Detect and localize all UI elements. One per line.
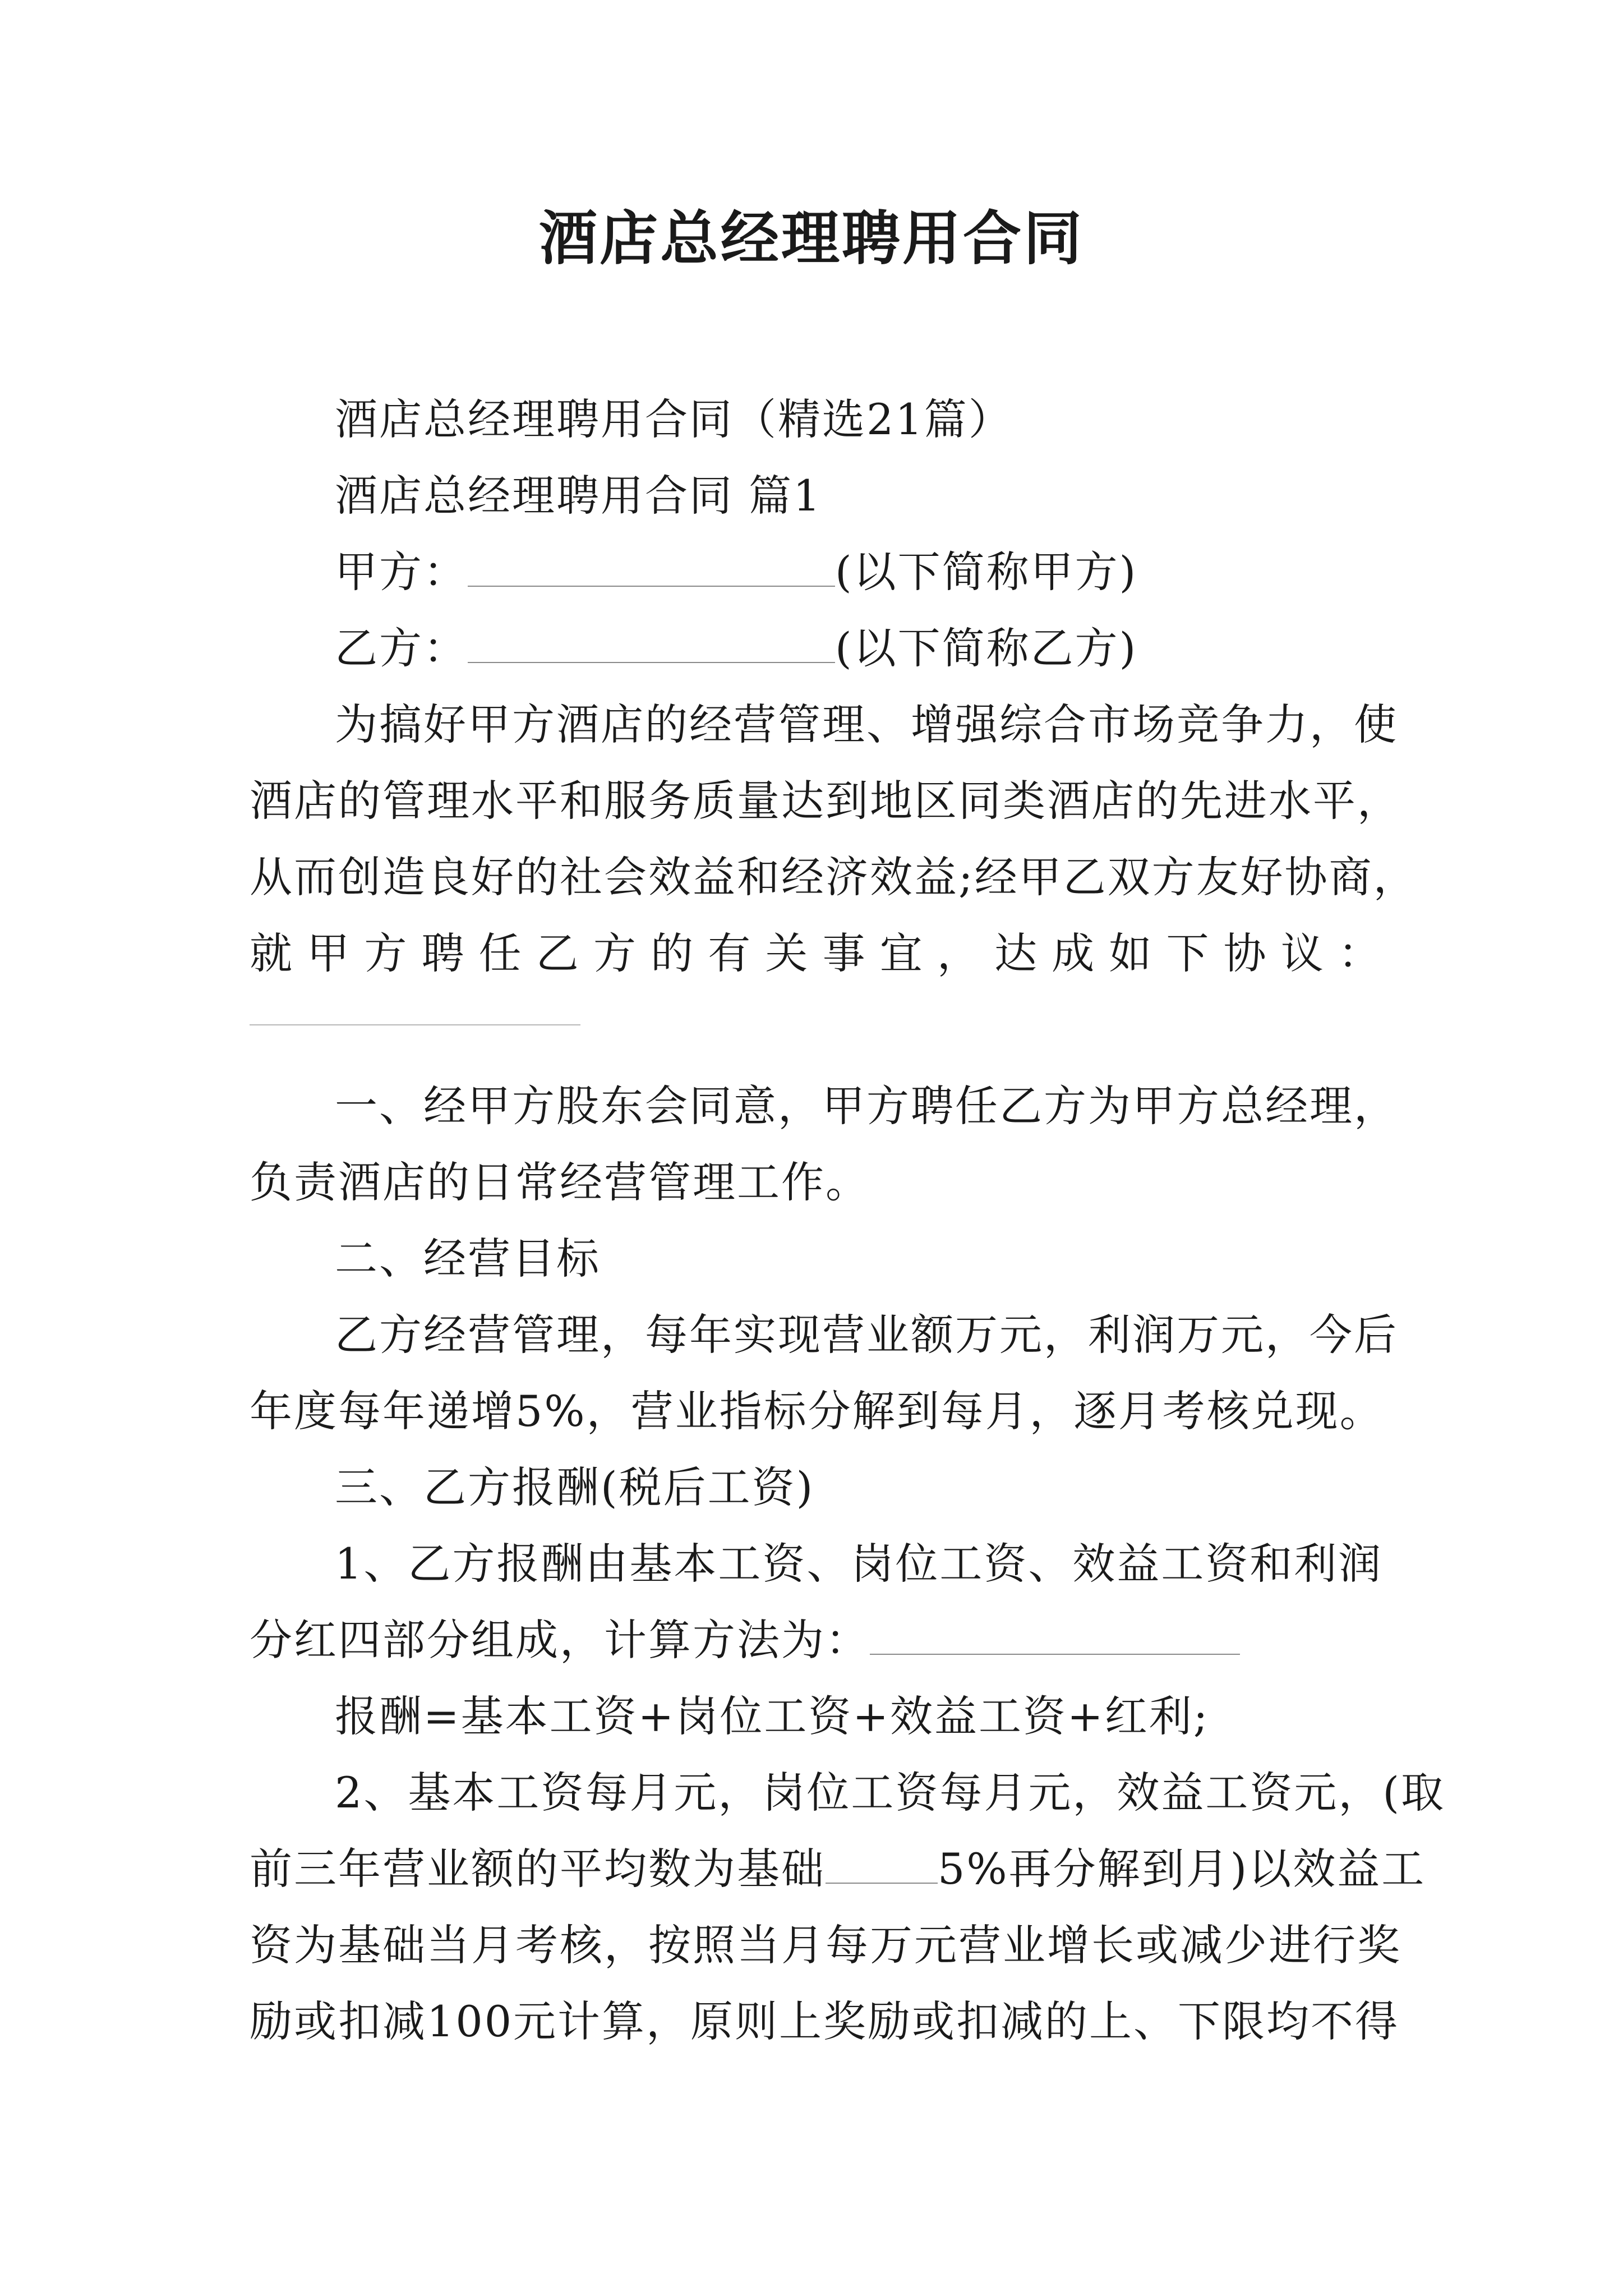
justified-char: 甲 — [307, 928, 352, 978]
party-b-blank — [468, 617, 835, 663]
basis-text: 前三年营业额的平均数为基础 — [250, 1844, 826, 1894]
justified-char: 下 — [1166, 928, 1211, 978]
document-body — [250, 381, 1446, 2060]
clause-heading: 二、经营目标 — [335, 1234, 601, 1283]
paragraph-line-justified — [250, 915, 1382, 992]
justified-char: 任 — [478, 928, 523, 978]
justified-char: 关 — [765, 928, 810, 978]
formula-blank — [870, 1609, 1240, 1655]
paragraph-line: 酒店的管理水平和服务质量达到地区同类酒店的先进水平， — [250, 776, 1401, 826]
justified-char: 如 — [1109, 928, 1154, 978]
justified-char: 议 — [1280, 928, 1325, 978]
paragraph-line: 2、基本工资每月元，岗位工资每月元，效益工资元，(取 — [335, 1768, 1446, 1818]
paragraph-line: 年度每年递增5%，营业指标分解到每月，逐月考核兑现。 — [250, 1386, 1384, 1436]
justified-char: 方 — [593, 928, 638, 978]
paragraph-line: 励或扣减100元计算，原则上奖励或扣减的上、下限均不得 — [250, 1996, 1400, 2046]
party-a-blank — [468, 541, 835, 587]
paragraph-line: 从而创造良好的社会效益和经济效益;经甲乙双方友好协商， — [250, 852, 1418, 902]
formula-intro-line — [250, 1602, 1382, 1678]
justified-char: ： — [1338, 928, 1382, 978]
basis-text-cont: 5%再分解到月)以效益工 — [938, 1844, 1426, 1894]
party-b-label: 乙方： — [335, 623, 468, 673]
justified-char: 方 — [364, 928, 409, 978]
basis-blank — [826, 1838, 938, 1884]
justified-char: ， — [937, 928, 981, 978]
paragraph-line: 负责酒店的日常经营管理工作。 — [250, 1157, 870, 1207]
document-title: 酒店总经理聘用合同 — [538, 204, 1084, 273]
justified-char: 协 — [1223, 928, 1268, 978]
formula-line: 报酬=基本工资+岗位工资+效益工资+红利; — [335, 1691, 1210, 1741]
party-b-note: (以下简称乙方) — [835, 623, 1138, 673]
justified-char: 宜 — [879, 928, 924, 978]
paragraph-line: 为搞好甲方酒店的经营管理、增强综合市场竞争力，使 — [335, 700, 1398, 749]
justified-char: 聘 — [421, 928, 466, 978]
party-a-line — [250, 534, 1382, 610]
justified-char: 就 — [250, 928, 294, 978]
party-b-line — [250, 610, 1382, 687]
paragraph-line: 一、经甲方股东会同意，甲方聘任乙方为甲方总经理， — [335, 1081, 1398, 1131]
justified-char: 乙 — [536, 928, 580, 978]
subtitle-line: 酒店总经理聘用合同（精选21篇） — [335, 394, 1013, 444]
party-a-label: 甲方： — [335, 547, 468, 597]
section-heading: 酒店总经理聘用合同 篇1 — [335, 471, 822, 521]
separator-rule — [250, 992, 1382, 1068]
paragraph-line-with-blank — [250, 1831, 1426, 1907]
justified-char: 有 — [708, 928, 753, 978]
clause-heading: 三、乙方报酬(税后工资) — [335, 1462, 815, 1512]
party-a-note: (以下简称甲方) — [835, 547, 1138, 597]
justified-char: 成 — [1052, 928, 1096, 978]
formula-intro-text: 分红四部分组成，计算方法为： — [250, 1615, 870, 1665]
paragraph-line: 资为基础当月考核，按照当月每万元营业增长或减少进行奖 — [250, 1920, 1401, 1970]
justified-char: 达 — [994, 928, 1039, 978]
paragraph-line: 1、乙方报酬由基本工资、岗位工资、效益工资和利润 — [335, 1539, 1383, 1589]
justified-char: 事 — [822, 928, 867, 978]
paragraph-line: 乙方经营管理，每年实现营业额万元，利润万元，今后 — [335, 1310, 1398, 1360]
justified-char: 的 — [651, 928, 695, 978]
